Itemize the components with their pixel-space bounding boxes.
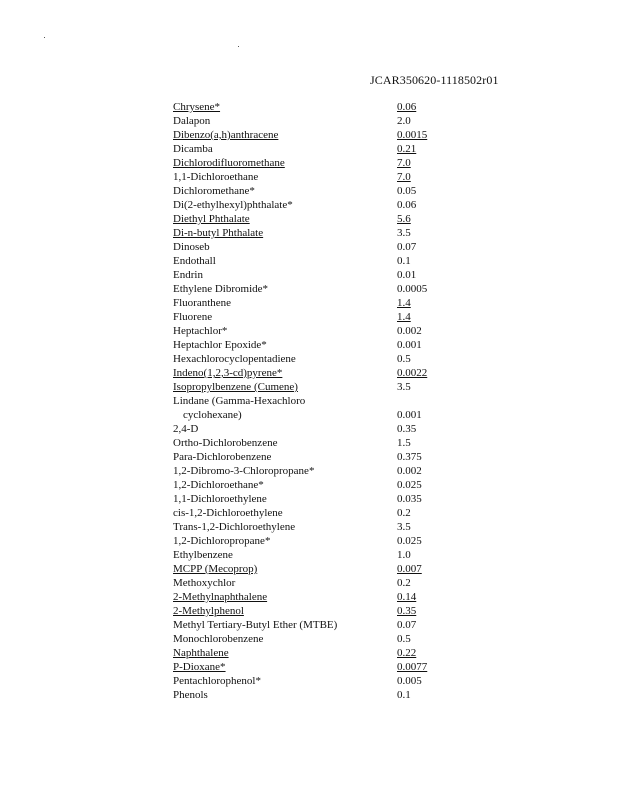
table-row	[173, 492, 473, 506]
chemical-value: 0.001	[397, 339, 422, 351]
table-row	[173, 114, 473, 128]
chemical-name: Lindane (Gamma-Hexachloro	[173, 395, 306, 407]
table-row	[173, 198, 473, 212]
table-row	[173, 240, 473, 254]
table-row	[173, 548, 473, 562]
chemical-value: 0.005	[397, 675, 422, 687]
chemical-name: 2,4-D	[173, 423, 199, 435]
chemical-name: Heptachlor*	[173, 325, 228, 337]
chemical-value: 7.0	[397, 171, 411, 183]
table-row	[173, 436, 473, 450]
chemical-value: 0.007	[397, 563, 422, 575]
table-row	[173, 170, 473, 184]
chemical-value: 3.5	[397, 227, 411, 239]
chemical-value: 2.0	[397, 115, 411, 127]
chemical-value: 0.025	[397, 535, 422, 547]
chemical-name: Monochlorobenzene	[173, 633, 264, 645]
chemical-value: 0.035	[397, 493, 422, 505]
chemical-name: Heptachlor Epoxide*	[173, 339, 267, 351]
chemical-name: P-Dioxane*	[173, 661, 226, 673]
chemical-name: Endothall	[173, 255, 216, 267]
chemical-name: Isopropylbenzene (Cumene)	[173, 381, 298, 393]
chemical-name: Dinoseb	[173, 241, 210, 253]
chemical-value: 0.35	[397, 605, 417, 617]
chemical-name: Fluorene	[173, 311, 213, 323]
table-row	[173, 506, 473, 520]
table-row	[173, 464, 473, 478]
table-row	[173, 226, 473, 240]
chemical-name: Di(2-ethylhexyl)phthalate*	[173, 199, 293, 211]
chemical-name: Trans-1,2-Dichloroethylene	[173, 521, 296, 533]
table-row	[173, 142, 473, 156]
chemical-value: 0.35	[397, 423, 417, 435]
table-row	[173, 562, 473, 576]
chemical-value: 0.21	[397, 143, 417, 155]
chemical-value: 0.002	[397, 325, 422, 337]
table-row	[173, 380, 473, 394]
chemical-value: 3.5	[397, 381, 411, 393]
table-row	[173, 590, 473, 604]
table-row	[173, 352, 473, 366]
table-row	[173, 618, 473, 632]
chemical-value: 0.5	[397, 633, 411, 645]
chemical-value: 0.07	[397, 619, 417, 631]
chemical-value: 0.001	[397, 409, 422, 421]
chemical-name: 2-Methylphenol	[173, 605, 244, 617]
chemical-value: 0.375	[397, 451, 422, 463]
table-row	[173, 324, 473, 338]
chemical-value: 3.5	[397, 521, 411, 533]
chemical-value: 1.5	[397, 437, 411, 449]
chemical-value: 0.002	[397, 465, 422, 477]
table-row	[173, 688, 473, 702]
table-row	[173, 674, 473, 688]
chemical-name: Methyl Tertiary-Butyl Ether (MTBE)	[173, 619, 338, 631]
table-row	[173, 520, 473, 534]
chemical-value: 5.6	[397, 213, 411, 225]
chemical-name: Dichlorodifluoromethane	[173, 157, 285, 169]
chemical-name: Ortho-Dichlorobenzene	[173, 437, 278, 449]
chemical-value: 1.4	[397, 311, 411, 323]
table-row	[173, 366, 473, 380]
chemical-value: 7.0	[397, 157, 411, 169]
chemical-name: 1,2-Dichloropropane*	[173, 535, 271, 547]
chemical-name: Fluoranthene	[173, 297, 232, 309]
chemical-name: Para-Dichlorobenzene	[173, 451, 272, 463]
table-row	[173, 632, 473, 646]
chemical-name: cis-1,2-Dichloroethylene	[173, 507, 283, 519]
table-row	[173, 660, 473, 674]
chemical-value: 0.0005	[397, 283, 428, 295]
chemical-name: Ethylene Dibromide*	[173, 283, 269, 295]
chemical-value: 0.0015	[397, 129, 428, 141]
chemical-value: 1.0	[397, 549, 411, 561]
chemical-value: 0.01	[397, 269, 417, 281]
chemical-value: 0.1	[397, 689, 411, 701]
chemical-value: 1.4	[397, 297, 411, 309]
chemical-name: Phenols	[173, 689, 208, 701]
table-row	[173, 394, 473, 408]
chemical-name: cyclohexane)	[183, 409, 242, 421]
table-row	[173, 408, 473, 422]
chemical-name: Indeno(1,2,3-cd)pyrene*	[173, 367, 283, 379]
scan-speck	[238, 46, 239, 47]
chemical-name: Chrysene*	[173, 101, 221, 113]
chemical-value: 0.025	[397, 479, 422, 491]
table-row	[173, 268, 473, 282]
chemical-value: 0.1	[397, 255, 411, 267]
chemical-name: Diethyl Phthalate	[173, 213, 250, 225]
table-row	[173, 310, 473, 324]
chemical-name: Dibenzo(a,h)anthracene	[173, 129, 279, 141]
chemical-name: Methoxychlor	[173, 577, 236, 589]
table-row	[173, 422, 473, 436]
chemical-value: 0.07	[397, 241, 417, 253]
table-row	[173, 184, 473, 198]
chemical-value: 0.14	[397, 591, 417, 603]
chemical-name: Dichloromethane*	[173, 185, 255, 197]
table-row	[173, 212, 473, 226]
table-row	[173, 646, 473, 660]
chemical-name: Naphthalene	[173, 647, 229, 659]
chemical-name: Di-n-butyl Phthalate	[173, 227, 264, 239]
table-row	[173, 450, 473, 464]
chemical-name: 2-Methylnaphthalene	[173, 591, 268, 603]
contaminant-table	[173, 100, 473, 702]
table-row	[173, 576, 473, 590]
chemical-value: 0.2	[397, 577, 411, 589]
table-row	[173, 534, 473, 548]
table-row	[173, 296, 473, 310]
chemical-value: 0.2	[397, 507, 411, 519]
chemical-name: 1,1-Dichloroethane	[173, 171, 259, 183]
table-row	[173, 254, 473, 268]
chemical-name: MCPP (Mecoprop)	[173, 563, 258, 575]
table-row	[173, 604, 473, 618]
chemical-value: 0.0022	[397, 367, 428, 379]
chemical-name: Dicamba	[173, 143, 213, 155]
chemical-value: 0.22	[397, 647, 417, 659]
chemical-name: Hexachlorocyclopentadiene	[173, 353, 296, 365]
table-row	[173, 282, 473, 296]
chemical-name: 1,2-Dichloroethane*	[173, 479, 264, 491]
chemical-name: Ethylbenzene	[173, 549, 233, 561]
chemical-name: 1,2-Dibromo-3-Chloropropane*	[173, 465, 315, 477]
chemical-value: 0.05	[397, 185, 417, 197]
chemical-value: 0.06	[397, 101, 417, 113]
chemical-name: Pentachlorophenol*	[173, 675, 261, 687]
chemical-name: Endrin	[173, 269, 203, 281]
chemical-value: 0.5	[397, 353, 411, 365]
chemical-name: Dalapon	[173, 115, 211, 127]
table-row	[173, 156, 473, 170]
table-row	[173, 478, 473, 492]
chemical-name: 1,1-Dichloroethylene	[173, 493, 267, 505]
table-row	[173, 100, 473, 114]
document-id: JCAR350620-1118502r01	[370, 73, 499, 87]
scan-speck	[44, 37, 45, 38]
chemical-value: 0.0077	[397, 661, 428, 673]
chemical-value: 0.06	[397, 199, 417, 211]
table-row	[173, 128, 473, 142]
table-row	[173, 338, 473, 352]
